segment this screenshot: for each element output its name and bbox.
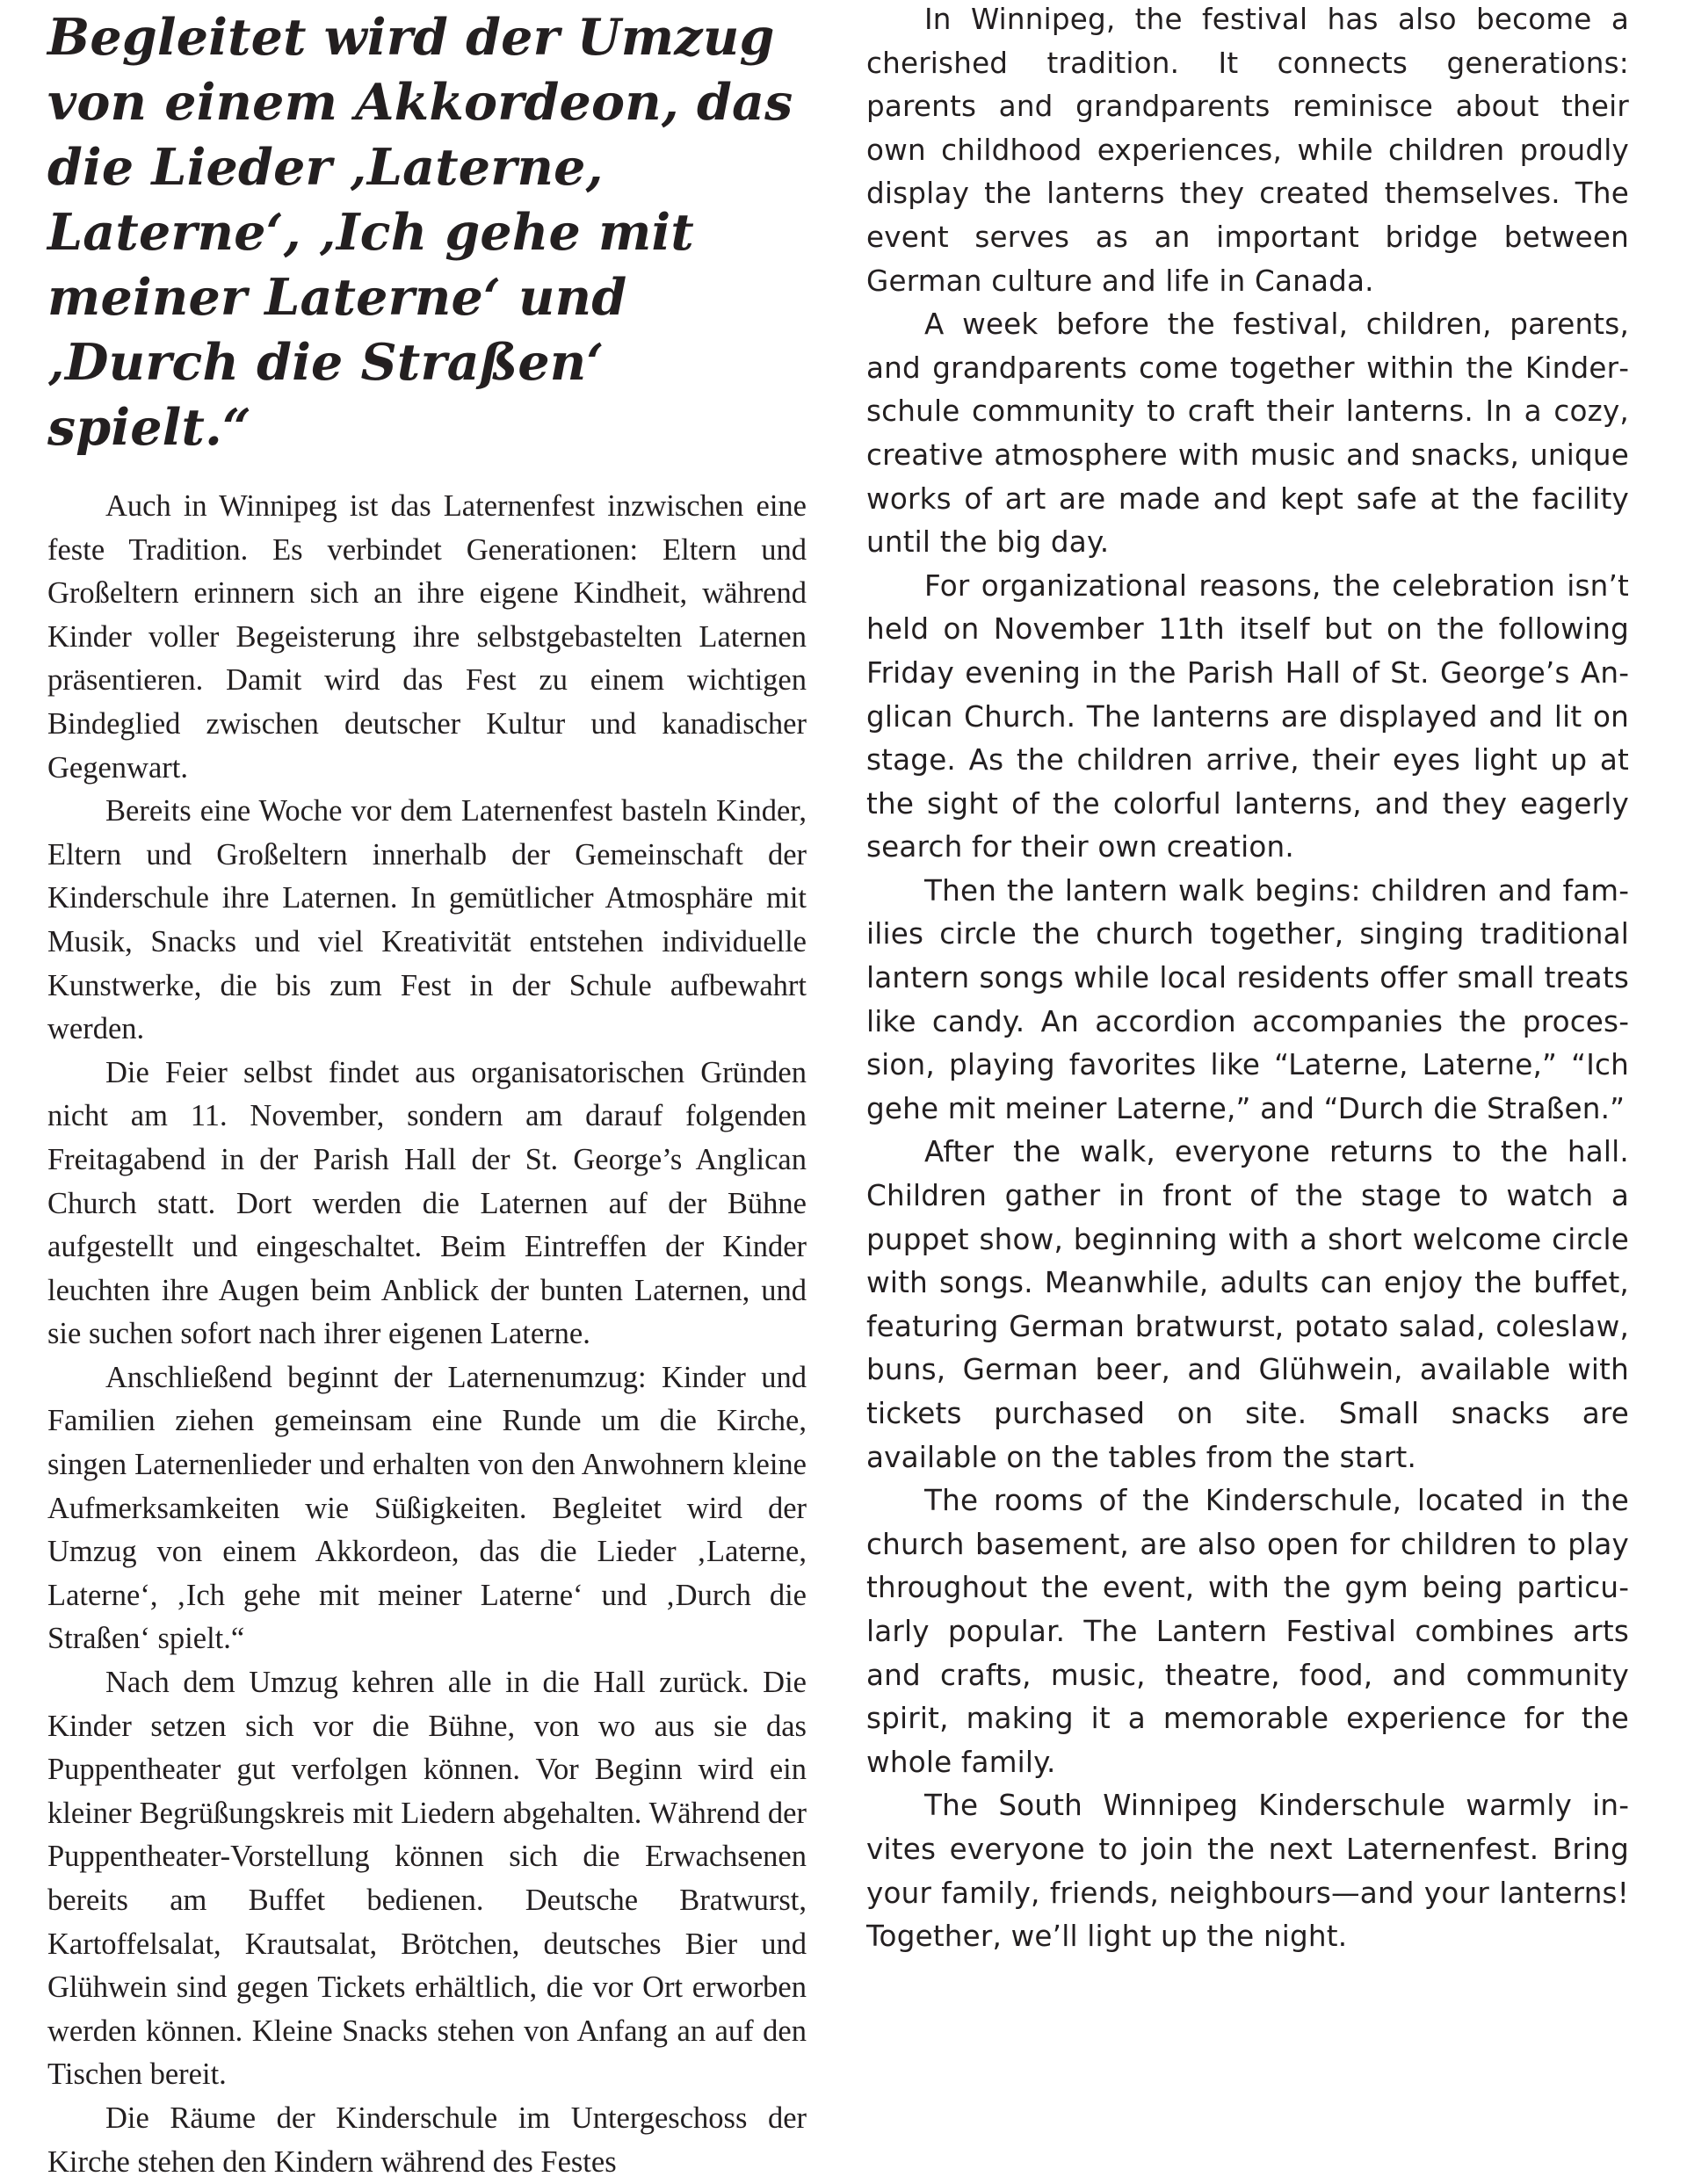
english-paragraph: A week before the festival, children, parents, and grandparents come together within the Kinderschule community to craft their lanterns. In a cozy, creative atmosphere with music and snacks, unique works of art are made and kept safe at the facility until the big day. (866, 307, 1629, 560)
german-paragraph: Auch in Winnipeg ist das Laternenfest inzwischen eine feste Tradition. Es verbindet Generationen: Eltern und Großeltern erinnern sich an ihre eigene Kindheit, während Kinder voller Begeisterung ihre selbstgebastelten Laternen präsentieren. Damit wird das Fest zu einem wichtigen Bindeglied zwischen deutscher Kultur und kanadischer Gegenwart. (47, 489, 807, 785)
english-paragraph: The rooms of the Kinderschule, located in the church basement, are also open for children to play throughout the event, with the gym being particularly popular. The Lantern Festival combines arts and crafts, music, theatre, food, and community spirit, making it a memorable experience for the whole family. (866, 1484, 1629, 1779)
english-paragraph: Then the lantern walk begins: children and families circle the church together, singing traditional lantern songs while local residents offer small treats like candy. An accordion accompanies the procession, playing favorites like “Laterne, Laterne,” “Ich gehe mit meiner Laterne,” and “Durch die Straßen.” (866, 873, 1629, 1125)
pull-quote: Begleitet wird der Umzug von einem Akkordeon, das die Lieder ‚Laterne, Laterne‘, ‚Ich gehe mit meiner Laterne‘ und ‚Durch die Straßen‘ spielt.“ (47, 8, 793, 457)
german-paragraph: Anschließend beginnt der Laternenumzug: Kinder und Familien ziehen gemeinsam eine Runde um die Kirche, singen Laternenlieder und erhalten von den Anwohnern kleine Aufmerksamkeiten wie Süßigkeiten. Begleitet wird der Umzug von einem Akkordeon, das die Lieder ‚Laterne, Laterne‘, ‚Ich gehe mit meiner Laterne‘ und ‚Durch die Straßen‘ spielt.“ (47, 1360, 807, 1656)
german-paragraph: Die Räume der Kinderschule im Untergeschoss der Kirche stehen den Kindern während des Festes (47, 2101, 807, 2179)
english-paragraph: The South Winnipeg Kinderschule warmly invites everyone to join the next Laternenfest. Bring your family, friends, neighbours—and your lanterns! Together, we’ll light up the night. (866, 1789, 1629, 1954)
german-column (47, 0, 807, 2184)
german-paragraph: Nach dem Umzug kehren alle in die Hall zurück. Die Kinder setzen sich vor die Bühne, von wo aus sie das Puppentheater gut verfolgen können. Vor Beginn wird ein kleiner Begrüßungskreis mit Liedern abgehalten. Während der Puppentheater-Vorstellung können sich die Erwachsenen bereits am Buffet bedienen. Deutsche Bratwurst, Kartoffelsalat, Krautsalat, Brötchen, deutsches Bier und Glühwein sind gegen Tickets erhältlich, die vor Ort erworben werden können. Kleine Snacks stehen von Anfang an auf den Tischen bereit. (47, 1666, 807, 2092)
german-paragraph: Die Feier selbst findet aus organisatorischen Gründen nicht am 11. November, sondern am darauf folgenden Freitagabend in der Parish Hall der St. George’s Anglican Church statt. Dort werden die Laternen auf der Bühne aufgestellt und eingeschaltet. Beim Eintreffen der Kinder leuchten ihre Augen beim Anblick der bunten Laternen, und sie suchen sofort nach ihrer eigenen Laterne. (47, 1055, 807, 1351)
german-paragraph: Bereits eine Woche vor dem Laternenfest basteln Kinder, Eltern und Großeltern innerhalb der Gemeinschaft der Kinderschule ihre Laternen. In gemütlicher Atmosphäre mit Musik, Snacks und viel Kreativität entstehen individuelle Kunstwerke, die bis zum Fest in der Schule aufbewahrt werden. (47, 794, 807, 1046)
english-paragraph: After the walk, everyone returns to the hall. Children gather in front of the stage to watch a puppet show, beginning with a short welcome circle with songs. Meanwhile, adults can enjoy the buffet, featuring German bratwurst, potato salad, coleslaw, buns, German beer, and Glühwein, available with tickets purchased on site. Small snacks are available on the tables from the start. (866, 1135, 1629, 1474)
english-paragraph: For organizational reasons, the celebration isn’t held on November 11th itself but on the following Friday evening in the Parish Hall of St. George’s Anglican Church. The lanterns are displayed and lit on stage. As the children arrive, their eyes light up at the sight of the colorful lanterns, and they eagerly search for their own creation. (866, 568, 1629, 864)
english-paragraph: In Winnipeg, the festival has also become a cherished tradition. It connects generations: parents and grandparents reminisce about their own childhood experiences, while children proudly display the lanterns they created themselves. The event serves as an important bridge between German culture and life in Canada. (866, 3, 1629, 298)
english-article-body (866, 0, 1629, 1959)
german-article-body (47, 485, 807, 2184)
english-column (866, 0, 1629, 1959)
